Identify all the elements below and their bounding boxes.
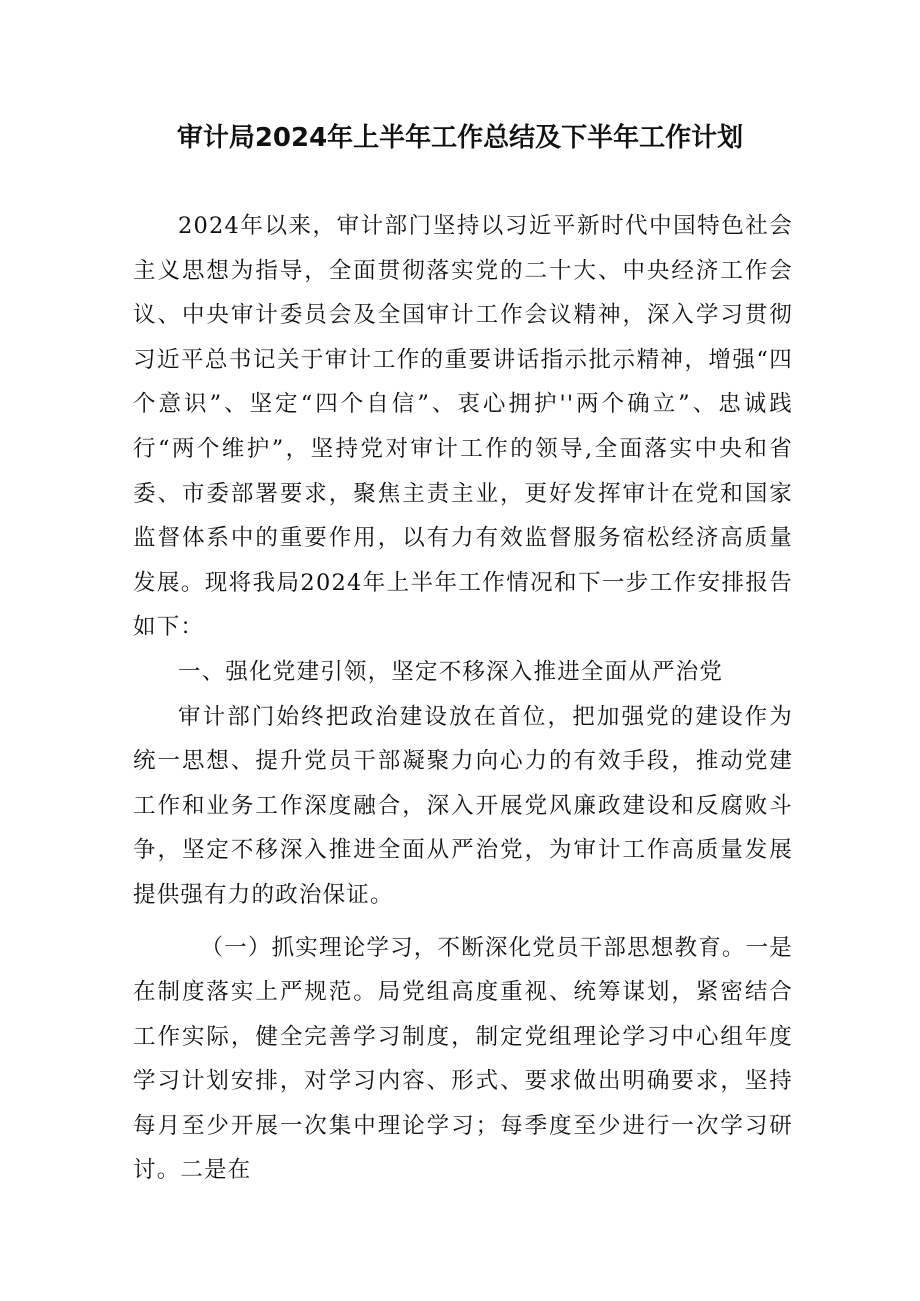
section-paragraph: 审计部门始终把政治建设放在首位，把加强党的建设作为统一思想、提升党员干部凝聚力向心力的有效手段，推动党建工作和业务工作深度融合，深入开展党风廉政建设和反腐败斗争，坚定不移深入推进全面从严治党，为审计工作高质量发展提供强有力的政治保证。 <box>133 703 793 908</box>
document-body <box>133 160 793 1193</box>
subsection-paragraph: （一）抓实理论学习，不断深化党员干部思想教育。一是在制度落实上严规范。局党组高度重视、统筹谋划，紧密结合工作实际，健全完善学习制度，制定党组理论学习中心组年度学习计划安排，对学习内容、形式、要求做出明确要求，坚持每月至少开展一次集中理论学习；每季度至少进行一次学习研讨。二是在 <box>133 934 794 1184</box>
intro-paragraph: 2024年以来，审计部门坚持以习近平新时代中国特色社会主义思想为指导，全面贯彻落实党的二十大、中央经济工作会议、中央审计委员会及全国审计工作会议精神，深入学习贯彻习近平总书记关于审计工作的重要讲话指示批示精神，增强“四个意识”、坚定“四个自信”、衷心拥护''两个确立”、忠诚践行“两个维护”，坚持党对审计工作的领导,全面落实中央和省委、市委部署要求，聚焦主责主业，更好发挥审计在党和国家监督体系中的重要作用，以有力有效监督服务宿松经济高质量发展。现将我局2024年上半年工作情况和下一步工作安排报告如下： <box>133 213 793 641</box>
document-title: 审计局2024年上半年工作总结及下半年工作计划 <box>176 123 744 153</box>
section-heading: 一、强化党建引领，坚定不移深入推进全面从严治党 <box>178 658 724 685</box>
